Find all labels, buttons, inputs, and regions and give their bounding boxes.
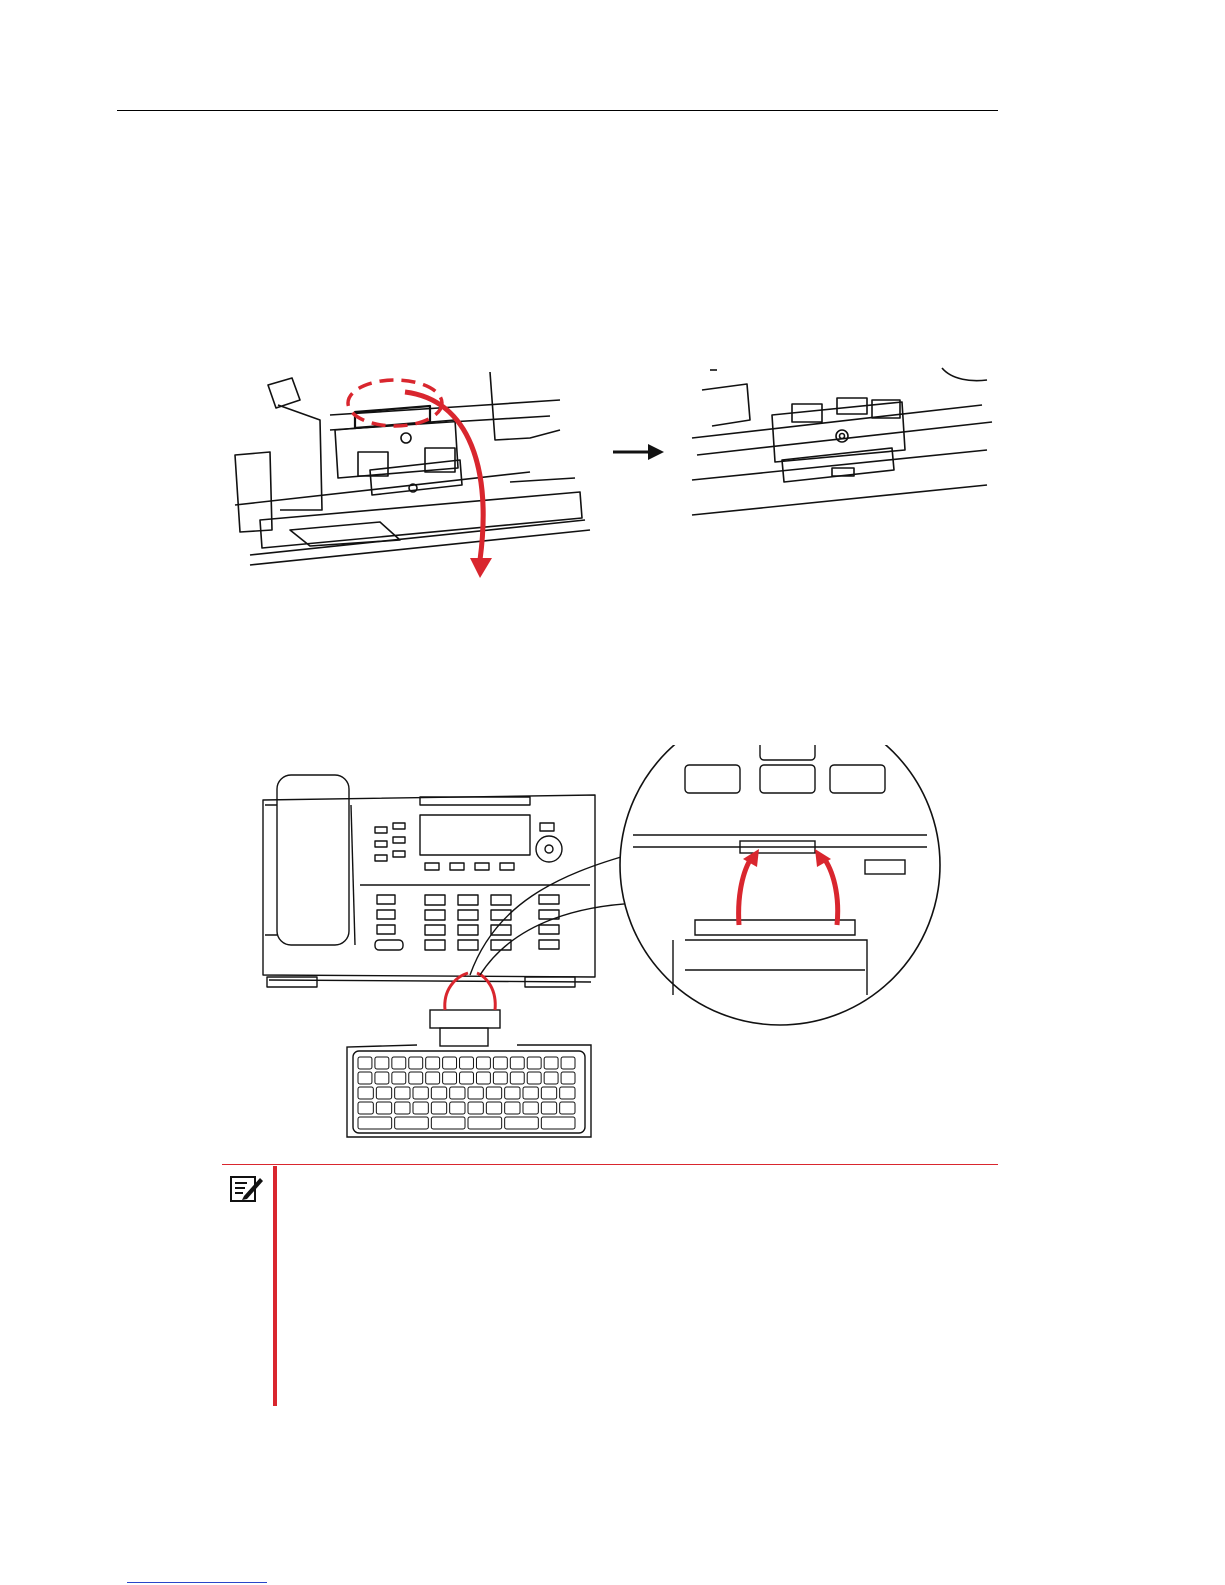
note-pencil-icon [230,1174,264,1204]
keyboard-key [460,1072,474,1084]
keyboard-key [395,1087,410,1099]
keyboard-key [443,1072,457,1084]
keyboard-key [468,1087,483,1099]
note-bar [273,1166,277,1406]
keyboard-key [476,1072,490,1084]
keyboard-key [505,1117,539,1129]
keyboard-key [376,1102,391,1114]
keyboard-key [426,1057,440,1069]
keyboard-key [493,1057,507,1069]
keyboard-key [358,1102,373,1114]
header-rule [117,110,998,111]
arrow-right-icon [613,444,664,460]
keyboard-key [510,1072,524,1084]
keyboard-key [395,1117,429,1129]
keypad [425,895,511,950]
keyboard-key [561,1072,575,1084]
keyboard-key [376,1087,391,1099]
keyboard-key [523,1102,538,1114]
zoom-detail [620,745,940,1025]
keyboard-key [527,1072,541,1084]
keyboard-key [413,1087,428,1099]
keyboard-key [510,1057,524,1069]
keyboard-key [431,1087,446,1099]
keyboard-key [426,1072,440,1084]
keyboard-key [392,1057,406,1069]
keyboard-keys [358,1057,575,1129]
keyboard-key [560,1102,575,1114]
handset [277,775,349,945]
brand-strip [420,797,530,805]
keyboard-key [486,1102,501,1114]
keyboard-key [505,1102,520,1114]
keyboard-key [409,1057,423,1069]
note-divider [222,1164,998,1165]
keyboard-key [409,1072,423,1084]
keyboard-key [358,1057,372,1069]
keyboard-key [544,1057,558,1069]
keyboard-key [358,1072,372,1084]
keyboard-key [431,1117,465,1129]
keyboard-key [560,1087,575,1099]
keyboard-key [443,1057,457,1069]
keyboard-key [431,1102,446,1114]
cover-removal-figure [230,360,1000,585]
keyboard-key [476,1057,490,1069]
keyboard-attach-figure [255,745,975,1145]
keyboard-key [358,1117,392,1129]
display [420,815,530,855]
keyboard-key [392,1072,406,1084]
keyboard-key [486,1087,501,1099]
keyboard-key [468,1102,483,1114]
keyboard-key [450,1102,465,1114]
keyboard-key [561,1057,575,1069]
keyboard-key [541,1117,575,1129]
keyboard-key [375,1072,389,1084]
keyboard-key [460,1057,474,1069]
highlight-oval [348,380,442,426]
keyboard-key [541,1102,556,1114]
keyboard-key [544,1072,558,1084]
keyboard-key [541,1087,556,1099]
keyboard-key [358,1087,373,1099]
keyboard-key [468,1117,502,1129]
keyboard-key [413,1102,428,1114]
keyboard-key [395,1102,410,1114]
keyboard-key [375,1057,389,1069]
footer-link-rule [127,1582,267,1583]
keyboard-key [523,1087,538,1099]
keyboard-key [450,1087,465,1099]
keyboard-key [527,1057,541,1069]
keyboard-module [347,1010,591,1137]
keyboard-key [493,1072,507,1084]
keyboard-key [505,1087,520,1099]
